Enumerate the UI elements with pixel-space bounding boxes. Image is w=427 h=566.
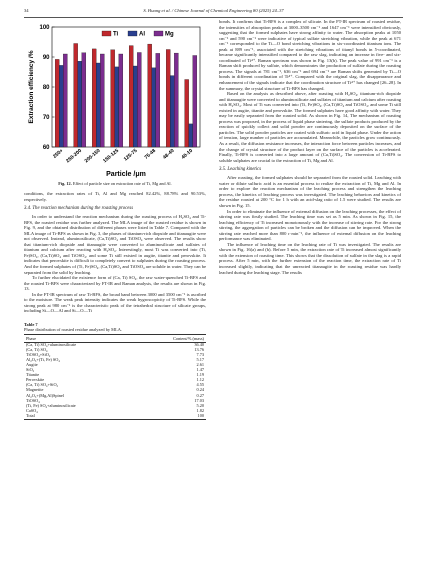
bar-mg bbox=[100, 54, 104, 147]
y-tick-label: 80 bbox=[42, 85, 50, 91]
y-axis-label: Extraction efficiency /% bbox=[28, 50, 35, 124]
figure-caption bbox=[24, 181, 206, 186]
bar-chart bbox=[24, 19, 206, 179]
running-header bbox=[24, 8, 403, 16]
phase-cell: Al₂O₃+(Ti, Fe) SO₄ bbox=[26, 356, 60, 362]
bar-mg bbox=[63, 54, 67, 147]
paragraph: In order to understand the reaction mechanism during the roasting process of H₂SO₄ and Ti-BFS, the roasted residue was further analyzed. The MLA image of the roasted residue is shown in Fig. 9, and the obtained distribution of different phases were listed in Table 7. Compared with the MLA image of Ti-BFS as shown in Fig. 3, the phases of titanium-rich diopside and titanaugite were not observed. Instead, aluminosilicate, (Ca,Ti)SO₄ and TiOSO₄ were observed. The results show that titanium-rich diopside and titanaugite were converted to aluminosilicate and sulfates of titanium and calcium after reacting with H₂SO₄. Interestingly, most Ti was converted into (Ti, Fe)SO₄, (Ca,Ti)SO₄ and TiOSO₄, and some Ti still existed in augite, titanite and perovskite. It indicates that perovskite is difficult to completely convert to sulphates during the roasting process. And the formed sulphates of (Ti, Fe)SO₄, (Ca,Ti)SO₄ and TiOSO₄ are soluble in water. They can be separated from the solid by leaching. bbox=[24, 214, 206, 275]
paragraph: Based on the analysis as described above, after roasting with H₂SO₄, titanium-rich diopside and titanaugite were converted to aluminosilicate and sulfates of titanium and calcium after roasting with H₂SO₄. Most of Ti was converted into (Ti, Fe)SO₄, (Ca,Ti)SO₄ and TiOSO₄, and some Ti still existed in augite, titanite and perovskite. The formed sulphates have good affinity with water. They may be easily separated from the roasted solid. As shown in Fig. 14, The mechanism of roasting process was proposed, in the process of liquid phase sintering, the sulfate products produced by the reaction of quickly collect and solid powder are continuously deposited on the surface of the particles. The solid powder particles are coated with sulfuric acid in liquid phase. Under the action of tension, large number of particles are accumulated. Meanwhile, the particles grow continuously. As a result, the diffusion resistance increases, the interaction force between particles increases, and the change of crystal structure of the product layer on the surface of the particles is accelerated. Finally, Ti-BFS is converted into a large amount of (Ca,Ti)SO₄. The conversion of Ti-BFS to soluble sulphates are crucial to the extraction of Ti, Mg and Al. bbox=[219, 91, 401, 163]
x-tick-label: 125-75 bbox=[122, 147, 139, 163]
bar-al bbox=[189, 124, 193, 147]
content-cell: 17.03 bbox=[194, 397, 204, 403]
bar-al bbox=[133, 66, 137, 147]
phase-cell: Augite bbox=[26, 362, 38, 368]
x-axis-label: Particle /μm bbox=[106, 171, 146, 178]
column-header-phase: Phase bbox=[24, 334, 135, 342]
phase-cell: Magnetite bbox=[26, 387, 44, 393]
table-caption bbox=[24, 322, 206, 333]
x-tick-label: 200-150 bbox=[83, 147, 102, 165]
bar-al bbox=[59, 65, 63, 147]
bar-mg bbox=[193, 56, 197, 148]
content-cell: 7.73 bbox=[196, 351, 204, 357]
y-tick-label: 90 bbox=[42, 55, 50, 61]
paragraph: To further elucidated the existence form of (Ca, Ti) SO₄, the raw water-quenched Ti-BFS and the roasted Ti-BFS were characterized by FT-IR and Raman analysis, the results are shown in Fig. 13. bbox=[24, 275, 206, 292]
phase-cell: Total bbox=[24, 414, 135, 420]
content-cell: 4.55 bbox=[196, 382, 204, 388]
legend-label-al: Al bbox=[139, 31, 145, 38]
y-tick-label: 100 bbox=[39, 25, 50, 31]
y-tick-label: 60 bbox=[42, 145, 50, 151]
x-tick-label: 150-125 bbox=[102, 147, 121, 165]
bar-mg bbox=[174, 53, 178, 147]
phase-cell: TiOSO₄ bbox=[26, 397, 40, 403]
legend-label-ti: Ti bbox=[113, 31, 119, 38]
phase-table bbox=[24, 334, 206, 420]
phase-cell: Perovskite bbox=[26, 377, 45, 383]
content-cell: 1.82 bbox=[196, 407, 204, 413]
page-number: 34 bbox=[24, 8, 29, 13]
content-cell: 36.40 bbox=[194, 341, 204, 347]
bar-al bbox=[78, 61, 82, 147]
right-column bbox=[219, 19, 401, 275]
figure-caption-label: Fig. 12. bbox=[58, 181, 72, 186]
legend-swatch-ti bbox=[102, 31, 111, 36]
paragraph: In the FT-IR spectrum of raw Ti-BFS, the broad band between 3000 and 3500 cm⁻¹ is ascribed to the moisture. The weak peak intensity indicates the weak hygroscopicity of Ti-BFS. While the strong peak at 980 cm⁻¹ is the characteristic peak of the tetrahedral structure of silicate groups, including Si—O—Al and Si—O—Ti bbox=[24, 291, 206, 314]
x-tick-label: 48-40 bbox=[161, 147, 176, 161]
bar-ti bbox=[74, 44, 78, 148]
phase-cell: (Ti, Fe) SO₄+aluminosilicate bbox=[26, 402, 76, 408]
x-tick-label: 75-48 bbox=[143, 147, 158, 161]
bar-al bbox=[115, 67, 119, 147]
content-cell: 13.76 bbox=[194, 346, 204, 352]
phase-cell: Titanite bbox=[26, 372, 40, 378]
paragraph: bonds. It confirms that Ti-BFS is a complex of silicate. In the FT-IR spectrum of roasted residue, the intensities of absorption peaks at 3000–3500 cm⁻¹ and 1647 cm⁻¹ were intensified obviously, suggesting that the formed sulphates have strong affinity to water. The absorption peaks at 1050 cm⁻¹ and 590 cm⁻¹ were indicative of typical sulfate stretching vibration, while the peak at 671 cm⁻¹ corresponded to the Ti—O bond stretching vibrations in six-coordinated titanium ions. The peak at 889 cm⁻¹, associated with the stretching vibrations of titanyl bonds in 5-coordinated, became significantly intensified compared to the raw slag, indicating an increase in five- and six-coordinated of Ti⁴⁺. Raman spectrum was shown in Fig. 13(b). The peak value of 991 cm⁻¹ is a Raman shift produced by sulfate, which demonstrates the production of sulfate during the roasting process. The signals at 781 cm⁻¹, 636 cm⁻¹ and 694 cm⁻¹ are Raman shifts generated by Ti—O bonds in different coordination of Ti⁴⁺. Compared with the original slag, the disappearance and enhancement of the signals indicate that the coordination structure of Ti⁴⁺ has changed [26–28]. In the summary, the crystal structure of Ti-BFS has changed. bbox=[219, 19, 401, 91]
legend-swatch-al bbox=[128, 31, 137, 36]
journal-citation: S. Huang et al. / Chinese Journal of Chemical Engineering 80 (2025) 24–37 bbox=[143, 8, 284, 13]
content-cell: 2.61 bbox=[196, 362, 204, 368]
bar-ti bbox=[166, 50, 170, 148]
section-heading: 3.4. The reaction mechanism during the roasting process bbox=[24, 206, 134, 212]
content-cell: 5.17 bbox=[196, 356, 204, 362]
bar-mg bbox=[82, 53, 86, 147]
legend-swatch-mg bbox=[154, 31, 163, 36]
header-rule bbox=[24, 17, 403, 18]
content-cell: 1.47 bbox=[196, 367, 204, 373]
legend-label-mg: Mg bbox=[165, 31, 174, 38]
x-tick-label: 40-10 bbox=[180, 147, 195, 161]
paragraph: The influence of leaching time on the leaching rate of Ti was investigated. The results are shown in Fig. 16(a) and (b). Before 5 min, the extraction rate of Ti increased almost significantly with the extension of roasting time. This shows that the dissolution of sulfate in the slag is a rapid process. After 5 min, with the further extension of the reaction time, the extraction rate of Ti increased slightly, indicating that the unreacted titanaugite in the roasting residue was hardly leached during the leaching stage. The results bbox=[219, 241, 401, 275]
left-column bbox=[24, 19, 206, 420]
y-tick-label: 70 bbox=[42, 115, 50, 121]
figure-12 bbox=[24, 19, 206, 186]
x-tick-label: 250-200 bbox=[65, 147, 84, 165]
bar-ti bbox=[185, 80, 189, 148]
figure-caption-text: Effect of particle size on extraction rate of Ti, Mg and Al. bbox=[71, 181, 172, 186]
bar-mg bbox=[156, 53, 160, 147]
phase-cell: CaSO₄ bbox=[26, 407, 38, 413]
x-tick-label: 250+ bbox=[52, 147, 65, 160]
phase-cell: (Ca, Ti) SO₄+SiO₂ bbox=[26, 382, 59, 388]
phase-cell: Al₂O₃+(Mg,Al)Spinel bbox=[26, 392, 65, 398]
phase-cell: (Ca, Ti) SO₄ bbox=[26, 346, 48, 352]
table-caption-text: Phase distribution of roasted residue analyzed by MLA. bbox=[24, 327, 123, 333]
section-heading: 3.5. Leaching kinetics bbox=[219, 167, 262, 173]
bar-mg bbox=[119, 54, 123, 147]
bar-al bbox=[152, 68, 156, 147]
phase-cell: TiOSO₄+SiO₂ bbox=[26, 351, 51, 357]
table-row bbox=[24, 414, 206, 420]
table-caption-label: Table 7 bbox=[24, 321, 38, 327]
content-cell: 100 bbox=[135, 414, 206, 420]
content-cell: 0.27 bbox=[196, 392, 204, 398]
bar-ti bbox=[148, 44, 152, 147]
table-header-row bbox=[24, 334, 206, 342]
bar-ti bbox=[129, 46, 133, 147]
phase-cell: SiO₂ bbox=[26, 367, 35, 373]
content-cell: 1.19 bbox=[196, 372, 204, 378]
bar-mg bbox=[137, 53, 141, 148]
bar-al bbox=[96, 63, 100, 147]
content-cell: 5.20 bbox=[196, 402, 204, 408]
column-header-content: Content/% (mass) bbox=[135, 334, 206, 342]
bar-ti bbox=[111, 50, 115, 147]
bar-al bbox=[170, 76, 174, 147]
bar-ti bbox=[92, 49, 96, 147]
content-cell: 0.24 bbox=[196, 387, 204, 393]
paragraph: After roasting, the formed sulphates should be separated from the roasted solid. Leaching with water or dilute sulfuric acid is an essential process to realize the extraction of Ti, Mg and Al. In order to explore the reaction mechanism of the leaching process and strengthen the leaching process, the kinetics of leaching process was investigated. The leaching behaviors and kinetics of the residue roasted at 200 °C for 1 h with an acid-slag ratio of 1.5 were studied. The results are shown in Fig. 15. bbox=[219, 175, 401, 208]
bar-ti bbox=[55, 59, 59, 147]
content-cell: 1.12 bbox=[196, 377, 204, 383]
paragraph: In order to eliminate the influence of external diffusion on the leaching processes, the effect of stirring rate was firstly studied. The leaching time was set as 5 min. As shown in Fig. 15, the leaching efficiency of Ti increased monotonously with the increase of stirring rate. For the strong stirring, the aggregation of particles can be broken and the diffusion can be improved. When the stirring rate reached more than 800 r·min⁻¹, the influence of external diffusion on the leaching performance was eliminated. bbox=[219, 208, 401, 242]
phase-cell: (Ca, Ti) SO₄+aluminosilicate bbox=[26, 341, 77, 347]
paragraph: conditions, the extraction rates of Ti, Al and Mg reached 82.42%, 88.78% and 90.53%, respectively. bbox=[24, 191, 206, 202]
